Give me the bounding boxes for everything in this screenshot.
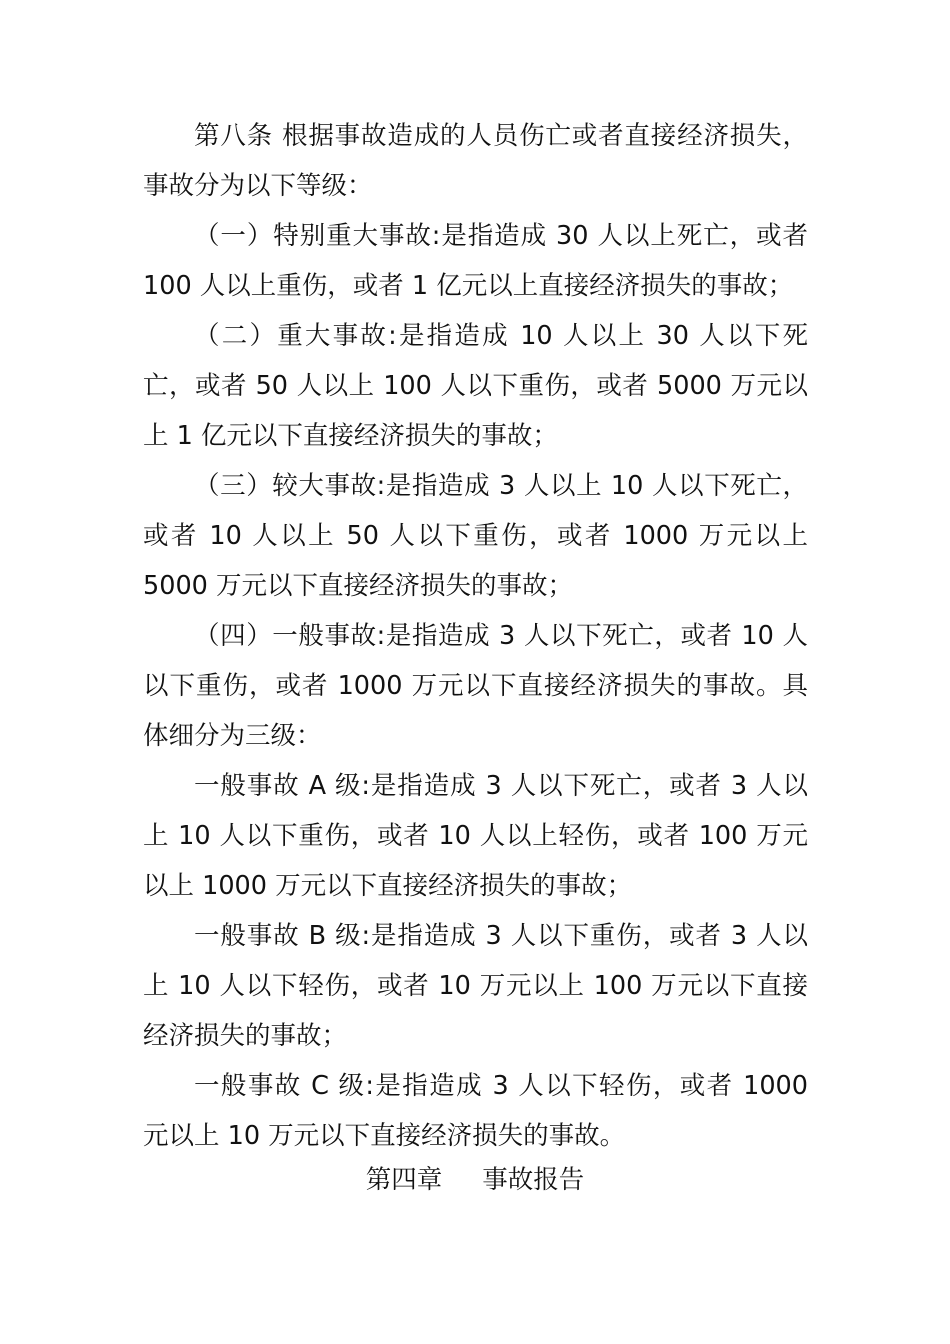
article-8-intro: 第八条 根据事故造成的人员伤亡或者直接经济损失，事故分为以下等级： bbox=[143, 121, 808, 201]
chapter-title: 事故报告 bbox=[482, 1165, 585, 1195]
general-a-paragraph: 一般事故 A 级:是指造成 3 人以下死亡，或者 3 人以上 10 人以下重伤，或者 10 人以上轻伤，或者 100 万元以上 1000 万元以下直接经济损失的事故； bbox=[143, 771, 808, 901]
general-b-paragraph: 一般事故 B 级:是指造成 3 人以下重伤，或者 3 人以上 10 人以下轻伤，或者 10 万元以上 100 万元以下直接经济损失的事故； bbox=[143, 921, 808, 1051]
level-2-paragraph: （二）重大事故:是指造成 10 人以上 30 人以下死亡，或者 50 人以上 100 人以下重伤，或者 5000 万元以上 1 亿元以下直接经济损失的事故； bbox=[143, 321, 808, 451]
level-1-paragraph: （一）特别重大事故:是指造成 30 人以上死亡，或者 100 人以上重伤，或者 1 亿元以上直接经济损失的事故； bbox=[143, 221, 808, 301]
level-4-paragraph: （四）一般事故:是指造成 3 人以下死亡，或者 10 人以下重伤，或者 1000 万元以下直接经济损失的事故。具体细分为三级： bbox=[143, 621, 808, 751]
chapter-heading bbox=[0, 1155, 950, 1205]
level-3-paragraph: （三）较大事故:是指造成 3 人以上 10 人以下死亡，或者 10 人以上 50 人以下重伤，或者 1000 万元以上 5000 万元以下直接经济损失的事故； bbox=[143, 471, 808, 601]
general-c-paragraph: 一般事故 C 级:是指造成 3 人以下轻伤，或者 1000 元以上 10 万元以下直接经济损失的事故。 bbox=[143, 1071, 808, 1151]
article-body bbox=[143, 111, 808, 1161]
chapter-number: 第四章 bbox=[365, 1165, 443, 1195]
